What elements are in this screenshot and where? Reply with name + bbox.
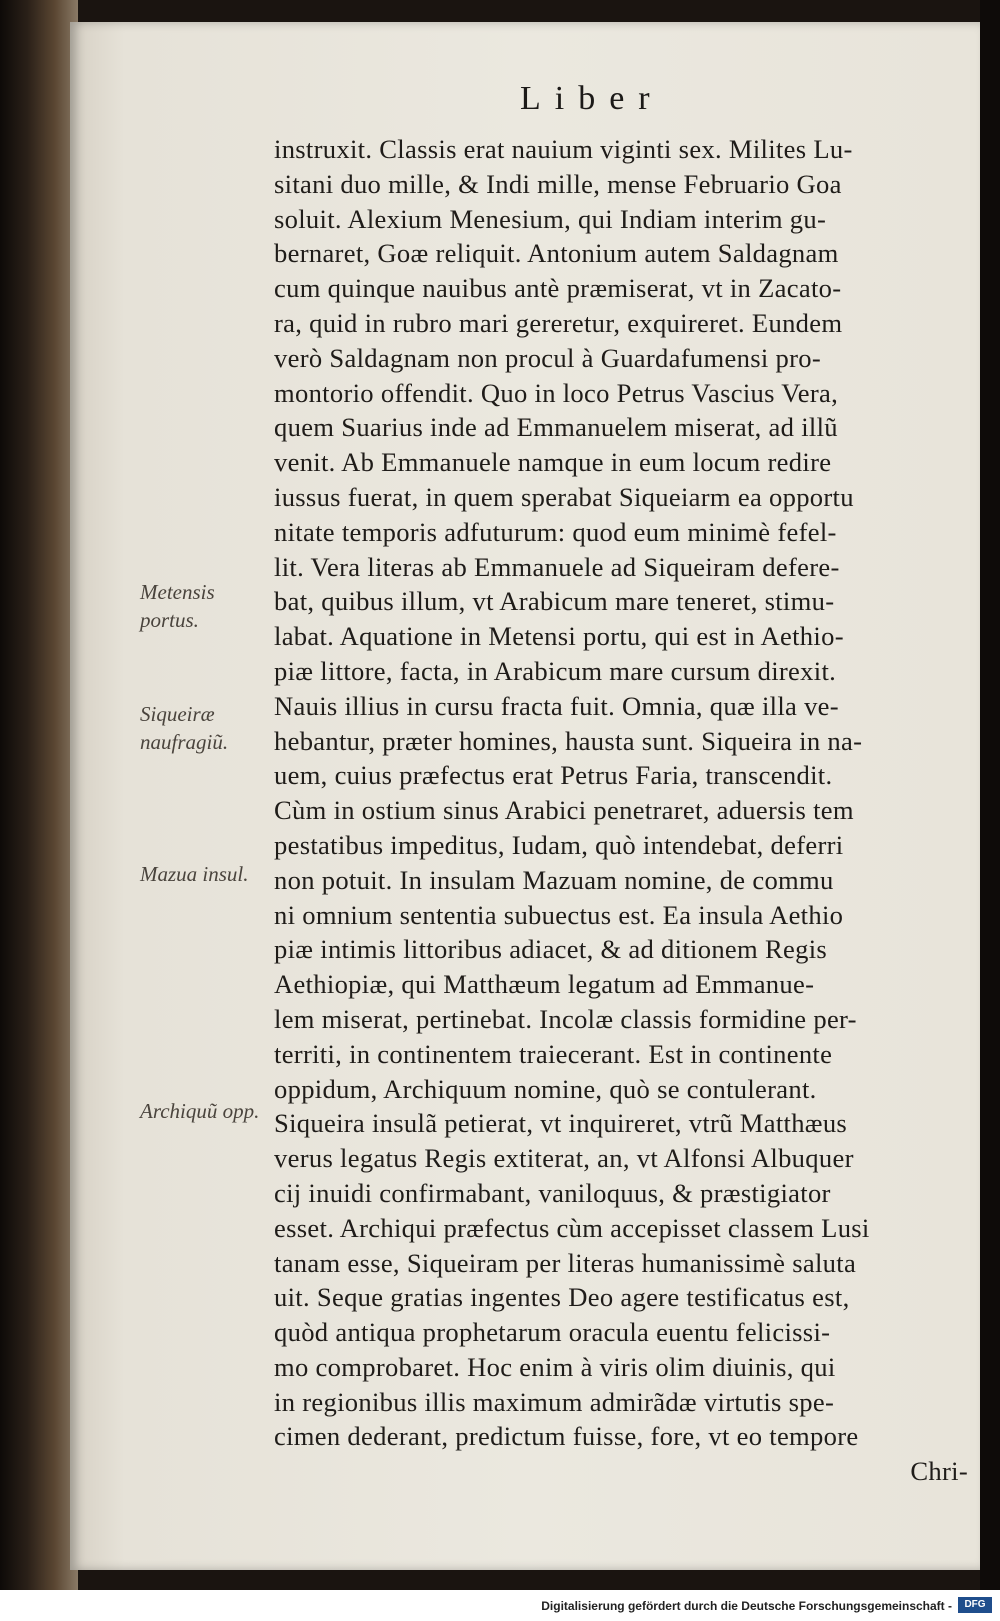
text-line: esset. Archiqui præfectus cùm accepisset classem Lusi <box>274 1212 870 1243</box>
text-line: oppidum, Archiquum nomine, quò se contulerant. <box>274 1073 817 1104</box>
body-text <box>274 132 974 1489</box>
dfg-logo: DFG <box>958 1597 992 1613</box>
text-line: Cùm in ostium sinus Arabici penetraret, aduersis tem <box>274 795 854 826</box>
text-line: cimen dederant, predictum fuisse, fore, vt eo tempore <box>274 1421 859 1452</box>
text-line: quòd antiqua prophetarum oracula euentu felicissi- <box>274 1317 831 1348</box>
text-line: nitate temporis adfuturum: quod eum minimè fefel- <box>274 516 837 547</box>
text-line: soluit. Alexium Menesium, qui Indiam interim gu- <box>274 203 827 234</box>
text-line: bat, quibus illum, vt Arabicum mare teneret, stimu- <box>274 586 835 617</box>
text-line: cij inuidi confirmabant, vaniloquus, & præstigiator <box>274 1177 831 1208</box>
marginal-note: Siqueiræ naufragiũ. <box>140 702 229 754</box>
page-edge-shadow <box>980 0 1000 1590</box>
footer-credit: Digitalisierung gefördert durch die Deutsche Forschungsgemeinschaft - <box>541 1599 952 1613</box>
text-line: lem miserat, pertinebat. Incolæ classis formidine per- <box>274 1003 857 1034</box>
text-line: iussus fuerat, in quem sperabat Siqueiarm ea opportu <box>274 481 854 512</box>
text-line: quem Suarius inde ad Emmanuelem miserat, ad illũ <box>274 412 838 443</box>
book-spine <box>0 0 78 1590</box>
footer-bar <box>0 1590 1000 1621</box>
text-line: hebantur, præter homines, hausta sunt. Siqueira in na- <box>274 725 863 756</box>
text-line: verus legatus Regis extiterat, an, vt Alfonsi Albuquer <box>274 1143 854 1174</box>
marginal-note: Archiquũ opp. <box>140 1099 260 1123</box>
text-line: Aethiopiæ, qui Matthæum legatum ad Emmanue- <box>274 969 815 1000</box>
text-line: montorio offendit. Quo in loco Petrus Vascius Vera, <box>274 377 839 408</box>
text-line: verò Saldagnam non procul à Guardafumensi pro- <box>274 342 821 373</box>
text-line: uem, cuius præfectus erat Petrus Faria, transcendit. <box>274 760 833 791</box>
text-line: cum quinque nauibus antè præmiserat, vt in Zacato- <box>274 273 842 304</box>
text-line: uit. Seque gratias ingentes Deo agere testificatus est, <box>274 1282 850 1313</box>
text-line: ni omnium sententia subuectus est. Ea insula Aethio <box>274 899 844 930</box>
text-line: mo comprobaret. Hoc enim à viris olim diuinis, qui <box>274 1351 836 1382</box>
text-line: tanam esse, Siqueiram per literas humanissimè saluta <box>274 1247 857 1278</box>
marginal-note: Metensis portus. <box>140 580 215 632</box>
text-line: piæ intimis littoribus adiacet, & ad ditionem Regis <box>274 934 828 965</box>
text-line: sitani duo mille, & Indi mille, mense Februario Goa <box>274 168 842 199</box>
marginal-note: Mazua insul. <box>140 862 249 886</box>
text-line: territi, in continentem traiecerant. Est in continente <box>274 1038 833 1069</box>
text-line: labat. Aquatione in Metensi portu, qui est in Aethio- <box>274 621 844 652</box>
text-line: non potuit. In insulam Mazuam nomine, de commu <box>274 864 834 895</box>
text-line: in regionibus illis maximum admirãdæ virtutis spe- <box>274 1386 835 1417</box>
text-line: piæ littore, facta, in Arabicum mare cursum direxit. <box>274 655 837 686</box>
text-line: instruxit. Classis erat nauium viginti sex. Milites Lu- <box>274 134 853 164</box>
running-head: Liber <box>520 80 664 117</box>
text-line: ra, quid in rubro mari gereretur, exquireret. Eundem <box>274 307 843 338</box>
text-line: venit. Ab Emmanuele namque in eum locum redire <box>274 447 832 478</box>
catchword: Chri- <box>910 1456 968 1487</box>
text-line: bernaret, Goæ reliquit. Antonium autem Saldagnam <box>274 238 839 269</box>
text-line: lit. Vera literas ab Emmanuele ad Siqueiram defere- <box>274 551 840 582</box>
text-line: Nauis illius in cursu fracta fuit. Omnia, quæ illa ve- <box>274 690 839 721</box>
text-line: pestatibus impeditus, Iudam, quò intendebat, deferri <box>274 829 844 860</box>
text-line: Siqueira insulã petierat, vt inquireret, vtrũ Matthæus <box>274 1108 848 1139</box>
